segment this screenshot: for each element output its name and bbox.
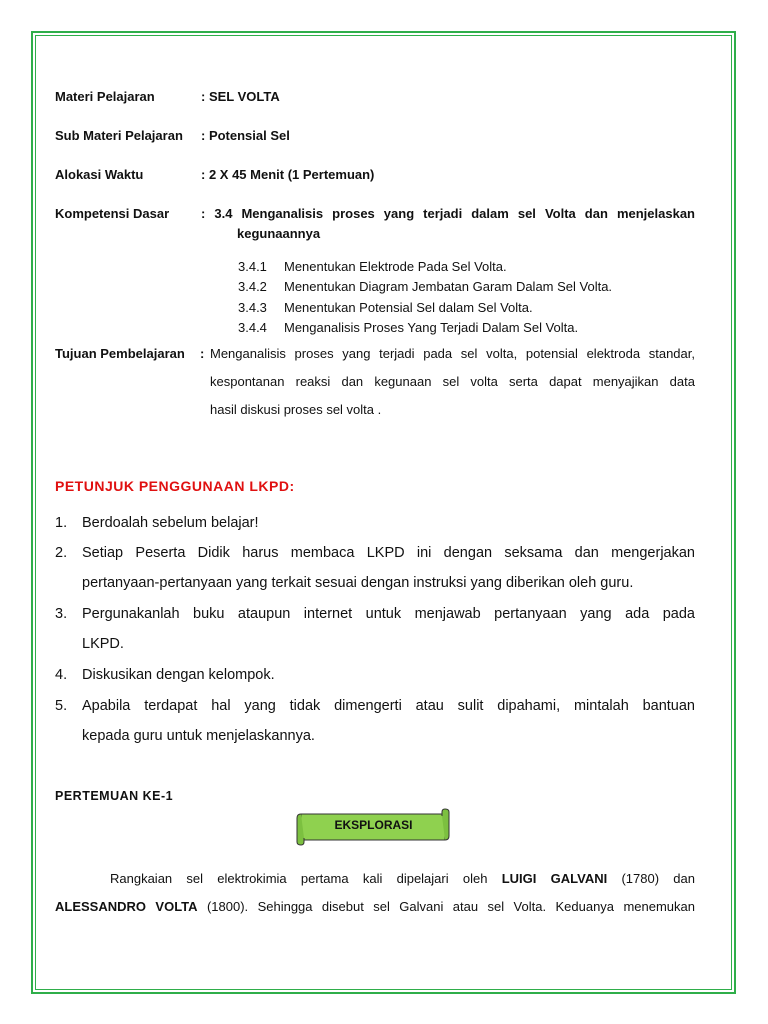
petunjuk-item-text: Setiap Peserta Didik harus membaca LKPD ini dengan seksama dan mengerjakan xyxy=(82,545,695,561)
body-line-1 xyxy=(110,871,695,887)
petunjuk-item-text: Apabila terdapat hal yang tidak dimengerti atau sulit dipahami, mintalah bantuan xyxy=(82,698,695,714)
kd-sub-text: Menganalisis Proses Yang Terjadi Dalam Sel Volta. xyxy=(284,320,579,335)
kd-sub-num: 3.4.1 xyxy=(238,259,267,274)
kd-sub-text: Menentukan Diagram Jembatan Garam Dalam Sel Volta. xyxy=(284,279,613,294)
sub-materi-value: : Potensial Sel xyxy=(201,128,290,143)
body-text: Rangkaian sel elektrokimia pertama kali dipelajari oleh xyxy=(110,871,502,886)
tujuan-colon: : xyxy=(200,346,205,361)
petunjuk-item-text: kepada guru untuk menjelaskannya. xyxy=(82,728,315,744)
petunjuk-item-text: pertanyaan-pertanyaan yang terkait sesuai dengan instruksi yang diberikan oleh guru. xyxy=(82,575,634,591)
kd-sub-item xyxy=(238,300,533,316)
petunjuk-item-text: Pergunakanlah buku ataupun internet untuk menjawab pertanyaan yang ada pada xyxy=(82,606,695,622)
kd-sub-text: Menentukan Elektrode Pada Sel Volta. xyxy=(284,259,507,274)
eksplorasi-label: EKSPLORASI xyxy=(334,818,413,832)
petunjuk-item-text: Diskusikan dengan kelompok. xyxy=(82,667,275,683)
kd-sub-item xyxy=(238,279,612,295)
kd-sub-item xyxy=(238,320,578,336)
petunjuk-item-number: 3. xyxy=(55,606,68,622)
materi-value: : SEL VOLTA xyxy=(201,89,280,104)
petunjuk-item-number: 4. xyxy=(55,667,68,683)
kd-label: Kompetensi Dasar xyxy=(55,206,170,221)
galvani-name: LUIGI GALVANI xyxy=(501,871,608,886)
kd-sub-num: 3.4.4 xyxy=(238,320,267,335)
materi-label: Materi Pelajaran xyxy=(55,89,155,104)
sub-materi-label: Sub Materi Pelajaran xyxy=(55,128,183,143)
body-text: (1780) dan xyxy=(607,871,695,886)
body-text: (1800). Sehingga disebut sel Galvani atau sel Volta. Keduanya menemukan xyxy=(197,899,695,914)
kd-sub-text: Menentukan Potensial Sel dalam Sel Volta. xyxy=(284,300,533,315)
body-line-2 xyxy=(55,899,695,915)
petunjuk-title: PETUNJUK PENGGUNAAN LKPD: xyxy=(55,478,295,494)
pertemuan-heading: PERTEMUAN KE-1 xyxy=(55,789,174,803)
petunjuk-item-number: 1. xyxy=(55,515,68,531)
tujuan-line: kespontanan reaksi dan kegunaan sel volta serta dapat menyajikan data xyxy=(210,374,695,389)
kd-sub-num: 3.4.3 xyxy=(238,300,267,315)
kd-sub-item xyxy=(238,259,507,275)
kd-text-line1: : 3.4 Menganalisis proses yang terjadi dalam sel Volta dan menjelaskan xyxy=(201,206,695,221)
eksplorasi-banner xyxy=(296,808,451,846)
kd-sub-num: 3.4.2 xyxy=(238,279,267,294)
tujuan-line: hasil diskusi proses sel volta . xyxy=(210,402,382,417)
volta-name: ALESSANDRO VOLTA xyxy=(55,899,198,914)
kd-text-line2: kegunaannya xyxy=(237,226,321,241)
petunjuk-item-number: 5. xyxy=(55,698,68,714)
alokasi-label: Alokasi Waktu xyxy=(55,167,144,182)
alokasi-value: : 2 X 45 Menit (1 Pertemuan) xyxy=(201,167,375,182)
tujuan-label: Tujuan Pembelajaran xyxy=(55,346,185,361)
petunjuk-item-number: 2. xyxy=(55,545,68,561)
tujuan-line: Menganalisis proses yang terjadi pada sel volta, potensial elektroda standar, xyxy=(210,346,695,361)
petunjuk-item-text: Berdoalah sebelum belajar! xyxy=(82,515,259,531)
petunjuk-item-text: LKPD. xyxy=(82,636,124,652)
